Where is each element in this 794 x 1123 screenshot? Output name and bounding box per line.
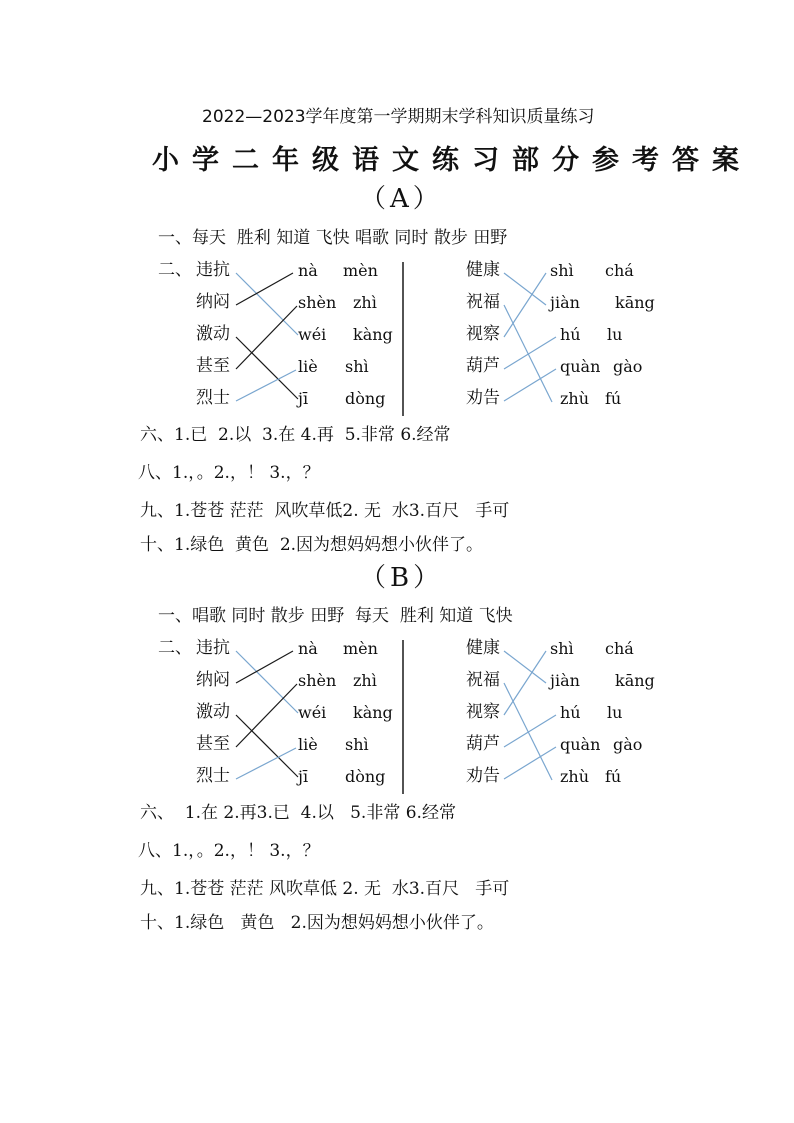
- b-left-word: 违抗: [196, 638, 230, 658]
- b-q2-prefix: 二、: [158, 638, 192, 658]
- b-pinyin: zhù: [560, 767, 590, 786]
- b-q10: 十、1.绿色 黄色 2.因为想妈妈想小伙伴了。: [140, 913, 494, 933]
- b-q9: 九、1.苍苍 茫茫 风吹草低 2. 无 水3.百尺 手可: [140, 879, 510, 899]
- page-title: 小学二年级语文练习部分参考答案: [152, 145, 752, 176]
- a-pinyin: hú: [560, 325, 581, 344]
- b-right-word: 祝福: [466, 670, 500, 690]
- b-pinyin: jiàn: [550, 671, 580, 690]
- b-pinyin: jī: [298, 767, 309, 786]
- a-pinyin: kāng: [615, 293, 655, 312]
- a-right-word: 葫芦: [466, 356, 500, 376]
- a-pinyin: chá: [605, 261, 634, 280]
- a-q1: 一、每天 胜利 知道 飞快 唱歌 同时 散步 田野: [158, 228, 508, 248]
- a-q10: 十、1.绿色 黄色 2.因为想妈妈想小伙伴了。: [140, 535, 484, 555]
- a-pinyin: liè: [298, 357, 318, 376]
- b-left-word: 烈士: [196, 766, 230, 786]
- a-pinyin: shì: [345, 357, 369, 376]
- b-pinyin: mèn: [343, 639, 378, 658]
- a-left-word: 激动: [196, 324, 230, 344]
- b-right-word: 视察: [466, 702, 500, 722]
- b-match-line: [236, 748, 296, 779]
- a-pinyin: jiàn: [550, 293, 580, 312]
- a-pinyin: nà: [298, 261, 318, 280]
- a-pinyin: kàng: [353, 325, 393, 344]
- b-pinyin: shì: [550, 639, 574, 658]
- a-pinyin: shèn: [298, 293, 337, 312]
- a-q9: 九、1.苍苍 茫茫 风吹草低2. 无 水3.百尺 手可: [140, 501, 510, 521]
- a-pinyin: lu: [607, 325, 623, 344]
- a-right-word: 健康: [466, 260, 500, 280]
- a-right-word: 视察: [466, 324, 500, 344]
- b-match-line: [504, 651, 546, 715]
- b-right-word: 健康: [466, 638, 500, 658]
- a-left-word: 纳闷: [196, 292, 230, 312]
- b-pinyin: nà: [298, 639, 318, 658]
- b-left-word: 激动: [196, 702, 230, 722]
- b-match-line: [504, 651, 546, 683]
- b-pinyin: liè: [298, 735, 318, 754]
- b-left-word: 纳闷: [196, 670, 230, 690]
- b-pinyin: chá: [605, 639, 634, 658]
- b-pinyin: hú: [560, 703, 581, 722]
- b-pinyin: lu: [607, 703, 623, 722]
- a-pinyin: jī: [298, 389, 309, 408]
- a-pinyin: quàn: [560, 357, 601, 376]
- b-pinyin: quàn: [560, 735, 601, 754]
- b-left-word: 甚至: [196, 734, 230, 754]
- section-b-label: （B）: [360, 563, 444, 593]
- a-q8: 八、1.，。2.，！ 3.，？: [138, 463, 320, 483]
- a-pinyin: wéi: [298, 325, 327, 344]
- b-match-line: [236, 651, 293, 683]
- b-pinyin: dòng: [345, 767, 386, 786]
- a-pinyin: dòng: [345, 389, 386, 408]
- b-pinyin: fú: [605, 767, 622, 786]
- a-pinyin: zhù: [560, 389, 590, 408]
- b-match-line: [504, 747, 556, 779]
- a-right-word: 劝告: [466, 388, 500, 408]
- a-right-word: 祝福: [466, 292, 500, 312]
- a-pinyin: mèn: [343, 261, 378, 280]
- b-pinyin: zhì: [353, 671, 377, 690]
- a-pinyin: gào: [613, 357, 643, 376]
- b-match-line: [236, 684, 297, 747]
- b-match-line: [236, 651, 298, 713]
- a-q2-prefix: 二、: [158, 260, 192, 280]
- a-left-word: 烈士: [196, 388, 230, 408]
- header-title: 2022—2023学年度第一学期期末学科知识质量练习: [202, 107, 595, 127]
- b-right-word: 劝告: [466, 766, 500, 786]
- b-pinyin: gào: [613, 735, 643, 754]
- a-pinyin: zhì: [353, 293, 377, 312]
- b-match-line: [236, 715, 298, 777]
- a-left-word: 违抗: [196, 260, 230, 280]
- b-pinyin: shèn: [298, 671, 337, 690]
- b-pinyin: wéi: [298, 703, 327, 722]
- b-q6: 六、 1.在 2.再3.已 4.以 5.非常 6.经常: [140, 803, 456, 823]
- b-match-line: [504, 715, 556, 747]
- a-pinyin: shì: [550, 261, 574, 280]
- b-q8: 八、1.，。2.，！ 3.，？: [138, 841, 320, 861]
- b-pinyin: kàng: [353, 703, 393, 722]
- section-a-label: （A）: [360, 184, 443, 214]
- b-match-line: [504, 683, 552, 780]
- b-pinyin: shì: [345, 735, 369, 754]
- b-pinyin: kāng: [615, 671, 655, 690]
- a-left-word: 甚至: [196, 356, 230, 376]
- b-right-word: 葫芦: [466, 734, 500, 754]
- b-q1: 一、唱歌 同时 散步 田野 每天 胜利 知道 飞快: [158, 606, 513, 626]
- a-q6: 六、1.已 2.以 3.在 4.再 5.非常 6.经常: [140, 425, 451, 445]
- a-pinyin: fú: [605, 389, 622, 408]
